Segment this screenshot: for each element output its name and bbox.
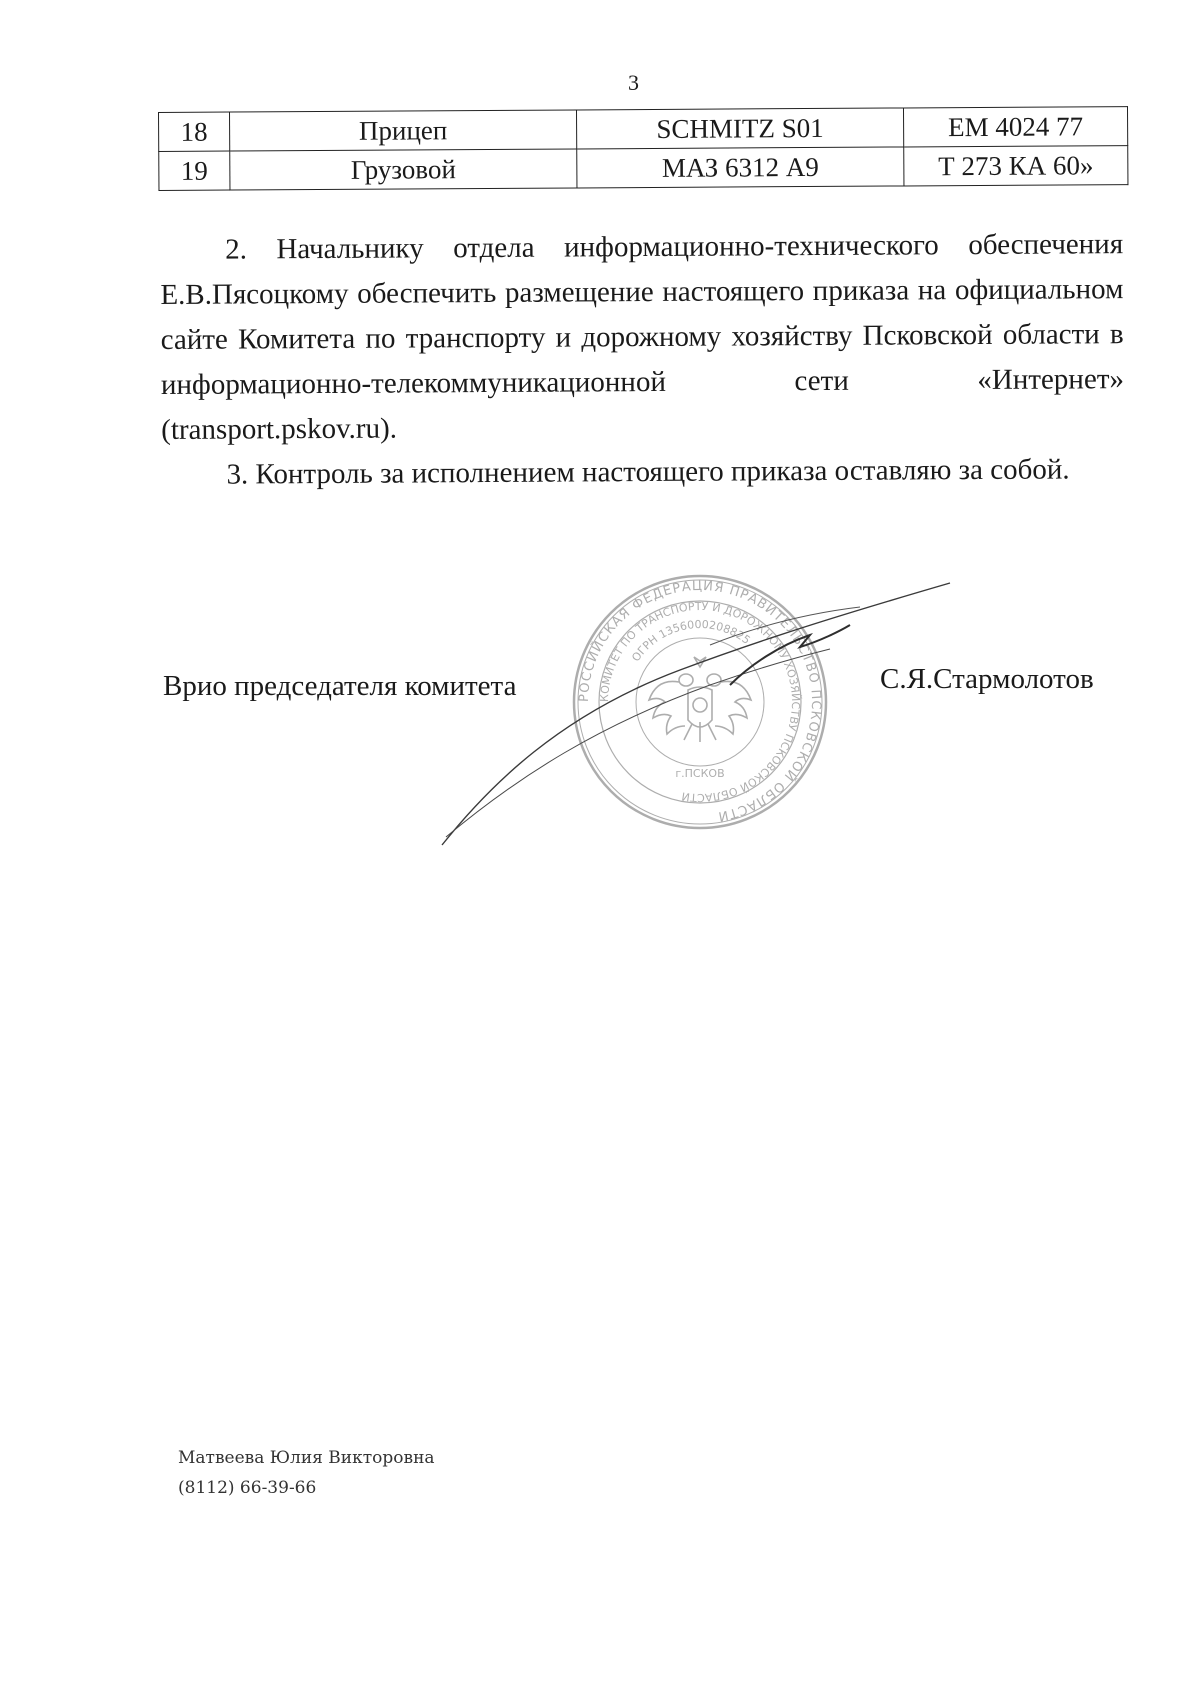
order-paragraph (161, 447, 1124, 498)
vehicle-model: SCHMITZ S01 (576, 108, 903, 149)
stamp-outer-text: РОССИЙСКАЯ ФЕДЕРАЦИЯ ПРАВИТЕЛЬСТВО ПСКОВСКОЙ ОБЛАСТИ (576, 578, 824, 824)
vehicle-model: МАЗ 6312 А9 (577, 147, 904, 188)
row-number: 19 (159, 151, 230, 190)
order-body (160, 222, 1125, 498)
signer-name: С.Я.Стармолотов (880, 663, 1094, 695)
stamp-city: г.ПСКОВ (675, 767, 725, 780)
stamp-ogrn: ОГРН 1356000208825 (629, 617, 753, 665)
page-number: 3 (628, 70, 639, 95)
signer-position: Врио председателя комитета (163, 670, 517, 702)
order-paragraph (160, 222, 1124, 453)
executor-phone: (8112) 66-39-66 (178, 1478, 317, 1498)
handwritten-signature (430, 575, 970, 855)
vehicles-table (158, 106, 1128, 191)
executor-name: Матвеева Юлия Викторовна (178, 1448, 435, 1468)
paragraph-text: 3. Контроль за исполнением настоящего приказа оставляю за собой. (226, 453, 1070, 491)
vehicle-type: Прицеп (230, 110, 577, 151)
vehicle-type: Грузовой (230, 149, 577, 190)
vehicle-plate: Т 273 КА 60» (904, 146, 1128, 186)
vehicle-plate: ЕМ 4024 77 (903, 107, 1127, 147)
executor-info (178, 1443, 435, 1503)
row-number: 18 (159, 112, 230, 151)
table-row (159, 107, 1128, 152)
table-row (159, 146, 1128, 191)
paragraph-text: 2. Начальнику отдела информационно-технического обеспечения Е.В.Пясоцкому обеспечить размещение настоящего приказа на официальном сайте Комитета по транспорту и дорожному хозяйству Псковской области в информационно-телекоммуникационной сети «Интернет» (transport.pskov.ru). (160, 228, 1125, 446)
stamp-inner-text: КОМИТЕТ ПО ТРАНСПОРТУ И ДОРОЖНОМУ ХОЗЯЙСТВУ ПСКОВСКОЙ ОБЛАСТИ (597, 599, 803, 805)
